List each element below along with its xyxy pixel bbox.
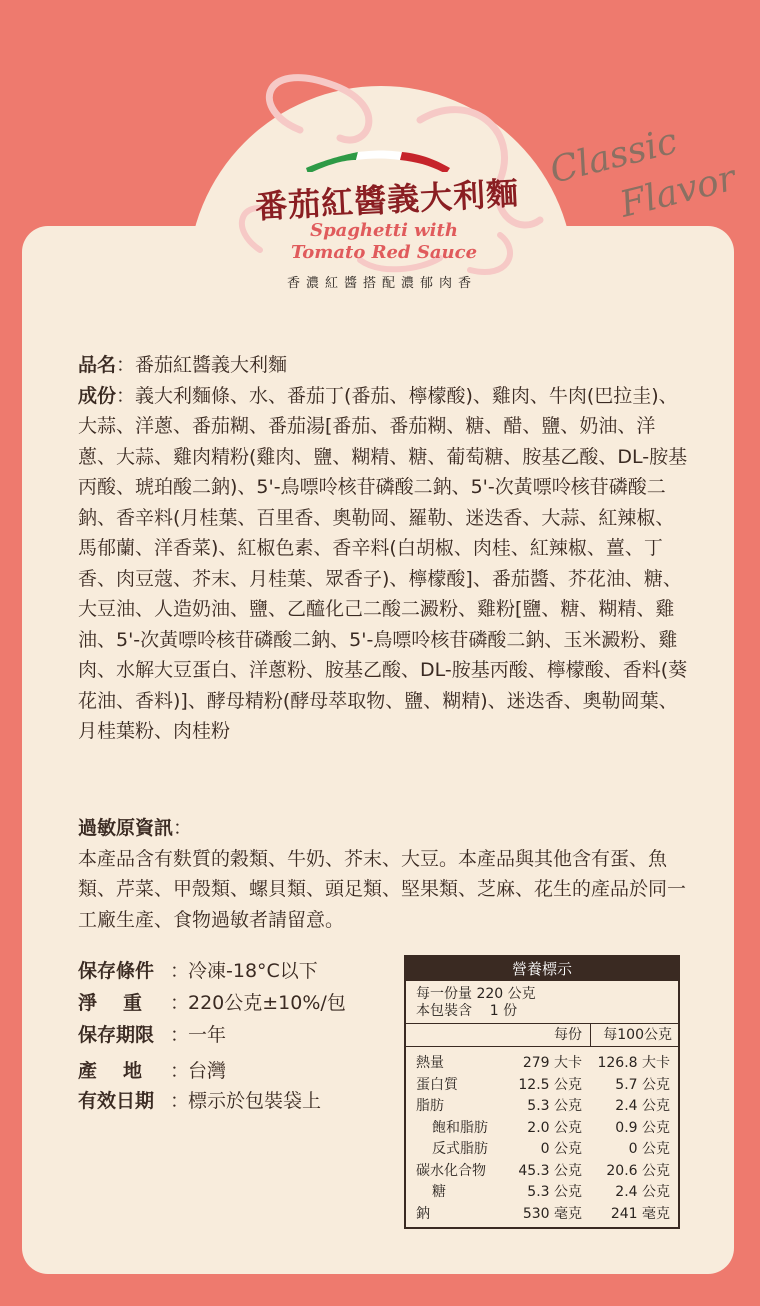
nutrient-per-100g: 0.9 公克 — [615, 1119, 670, 1136]
nutrient-name: 鈉 — [416, 1205, 430, 1222]
nutrient-per-100g: 2.4 公克 — [615, 1098, 670, 1114]
servings-per-package: 本包裝含 1 份 — [416, 1003, 518, 1019]
nutrient-name: 飽和脂肪 — [432, 1119, 488, 1136]
info-key: 保存條件 — [78, 960, 155, 982]
nutrient-per-serving: 530 毫克 — [522, 1205, 582, 1222]
nutrition-facts-table — [404, 955, 680, 1229]
ingredients-paragraph: 成份：義大利麵條、水、番茄丁(番茄、檸檬酸)、雞肉、牛肉(巴拉圭)、大蒜、洋蔥、番茄糊、番茄湯[番茄、番茄糊、糖、醋、鹽、奶油、洋蔥、大蒜、雞肉精粉(雞肉、鹽、糊精、糖、葡萄糖、胺基乙酸、DL-胺基丙酸、琥珀酸二鈉)、5'-鳥嘌呤核苷磷酸二鈉、5'-次黃嘌呤核苷磷酸二鈉、香辛料(月桂葉、百里香、奧勒岡、羅勒、迷迭香、大蒜、紅辣椒、馬郁蘭、洋香菜)、紅椒色素、香辛料(白胡椒、肉桂、紅辣椒、薑、丁香、肉豆蔻、芥末、月桂葉、眾香子)、檸檬酸]、番茄醬、芥花油、糖、大豆油、人造奶油、鹽、乙醯化己二酸二澱粉、雞粉[鹽、糖、糊精、雞油、5'-次黃嘌呤核苷磷酸二鈉、5'-鳥嘌呤核苷磷酸二鈉、玉米澱粉、雞肉、水解大豆蛋白、洋蔥粉、胺基乙酸、DL-胺基丙酸、檸檬酸、香料(葵花油、香料)]、酵母精粉(酵母萃取物、鹽、糊精)、迷迭香、奧勒岡葉、月桂葉粉、肉桂粉 — [78, 384, 688, 742]
tagline: 香濃紅醬搭配濃郁肉香 — [286, 276, 477, 291]
nutrient-per-serving: 2.0 公克 — [527, 1119, 582, 1136]
title-english-line1: Spaghetti with — [310, 220, 458, 241]
product-name-line: 品名：番茄紅醬義大利麵 — [78, 354, 288, 376]
nutrient-per-serving: 0 公克 — [540, 1141, 582, 1157]
nutrient-per-serving: 279 大卡 — [522, 1055, 582, 1071]
nutrition-row — [406, 1161, 678, 1183]
nutrient-per-100g: 2.4 公克 — [615, 1184, 670, 1200]
nutrition-title: 營養標示 — [406, 957, 678, 981]
nutrient-per-100g: 241 毫克 — [610, 1205, 670, 1222]
nutrient-per-100g: 126.8 大卡 — [597, 1055, 670, 1071]
col-per-serving: 每份 — [554, 1027, 582, 1043]
nutrient-per-serving: 45.3 公克 — [518, 1162, 582, 1179]
serving-info — [406, 981, 678, 1024]
info-value: 標示於包裝袋上 — [188, 1090, 322, 1112]
info-value: 一年 — [188, 1024, 227, 1046]
allergen-section — [78, 813, 688, 935]
nutrition-row — [406, 1118, 678, 1140]
title-english-line2: Tomato Red Sauce — [290, 242, 478, 263]
nutrient-name: 糖 — [432, 1184, 446, 1200]
flavor-script-text: Flavor — [616, 157, 740, 226]
product-name-label: 品名 — [78, 354, 117, 376]
nutrition-row — [406, 1075, 678, 1097]
nutrient-per-100g: 0 公克 — [628, 1141, 670, 1157]
ingredients-label: 成份 — [78, 384, 117, 407]
ingredients-value: 義大利麵條、水、番茄丁(番茄、檸檬酸)、雞肉、牛肉(巴拉圭)、大蒜、洋蔥、番茄糊、番茄湯[番茄、番茄糊、糖、醋、鹽、奶油、洋蔥、大蒜、雞肉精粉(雞肉、鹽、糊精、糖、葡萄糖、胺基乙酸、DL-胺基丙酸、琥珀酸二鈉)、5'-鳥嘌呤核苷磷酸二鈉、5'-次黃嘌呤核苷磷酸二鈉、香辛料(月桂葉、百里香、奧勒岡、羅勒、迷迭香、大蒜、紅辣椒、馬郁蘭、洋香菜)、紅椒色素、香辛料(白胡椒、肉桂、紅辣椒、薑、丁香、肉豆蔻、芥末、月桂葉、眾香子)、檸檬酸]、番茄醬、芥花油、糖、大豆油、人造奶油、鹽、乙醯化己二酸二澱粉、雞粉[鹽、糖、糊精、雞油、5'-次黃嘌呤核苷磷酸二鈉、5'-鳥嘌呤核苷磷酸二鈉、玉米澱粉、雞肉、水解大豆蛋白、洋蔥粉、胺基乙酸、DL-胺基丙酸、檸檬酸、香料(葵花油、香料)]、酵母精粉(酵母萃取物、鹽、糊精)、迷迭香、奧勒岡葉、月桂葉粉、肉桂粉 — [78, 384, 688, 742]
info-key: 有效日期 — [78, 1090, 155, 1112]
product-details — [78, 350, 688, 747]
nutrient-per-100g: 20.6 公克 — [606, 1162, 670, 1179]
nutrient-name: 蛋白質 — [416, 1076, 458, 1093]
serving-size: 每一份量 220 公克 — [416, 986, 536, 1002]
nutrient-per-serving: 5.3 公克 — [527, 1098, 582, 1114]
nutrition-column-headers — [406, 1024, 678, 1047]
info-key: 淨重 — [78, 992, 169, 1014]
nutrition-row — [406, 1053, 678, 1075]
nutrition-row — [406, 1139, 678, 1161]
info-value: 台灣 — [188, 1060, 227, 1082]
info-value: 冷凍-18°C以下 — [188, 960, 318, 982]
italian-flag-ribbon — [304, 150, 454, 172]
info-value: 220公克±10%/包 — [188, 992, 346, 1014]
product-title-chinese: 番茄紅醬義大利麵 — [254, 174, 520, 226]
allergen-label: 過敏原資訊 — [78, 817, 174, 839]
nutrient-per-serving: 12.5 公克 — [518, 1076, 582, 1093]
nutrition-rows — [406, 1047, 678, 1225]
nutrition-row — [406, 1096, 678, 1118]
nutrient-name: 脂肪 — [416, 1098, 444, 1114]
info-key: 保存期限 — [78, 1024, 155, 1046]
nutrition-row — [406, 1182, 678, 1204]
info-key: 產地 — [78, 1060, 169, 1082]
product-name-value: 番茄紅醬義大利麵 — [135, 354, 288, 376]
allergen-text: 本產品含有麩質的穀類、牛奶、芥末、大豆。本產品與其他含有蛋、魚類、芹菜、甲殼類、螺貝類、頭足類、堅果類、芝麻、花生的產品於同一工廠生產、食物過敏者請留意。 — [78, 847, 687, 931]
nutrition-row — [406, 1204, 678, 1226]
nutrient-per-serving: 5.3 公克 — [527, 1184, 582, 1200]
col-per-100g: 每100公克 — [603, 1027, 672, 1043]
nutrient-name: 熱量 — [416, 1055, 444, 1071]
nutrient-name: 碳水化合物 — [416, 1162, 486, 1179]
nutrient-per-100g: 5.7 公克 — [615, 1076, 670, 1093]
allergen-heading: 過敏原資訊： — [78, 817, 193, 839]
product-title-english — [284, 220, 484, 264]
nutrient-name: 反式脂肪 — [432, 1141, 488, 1157]
classic-script-text: Classic — [546, 120, 682, 192]
